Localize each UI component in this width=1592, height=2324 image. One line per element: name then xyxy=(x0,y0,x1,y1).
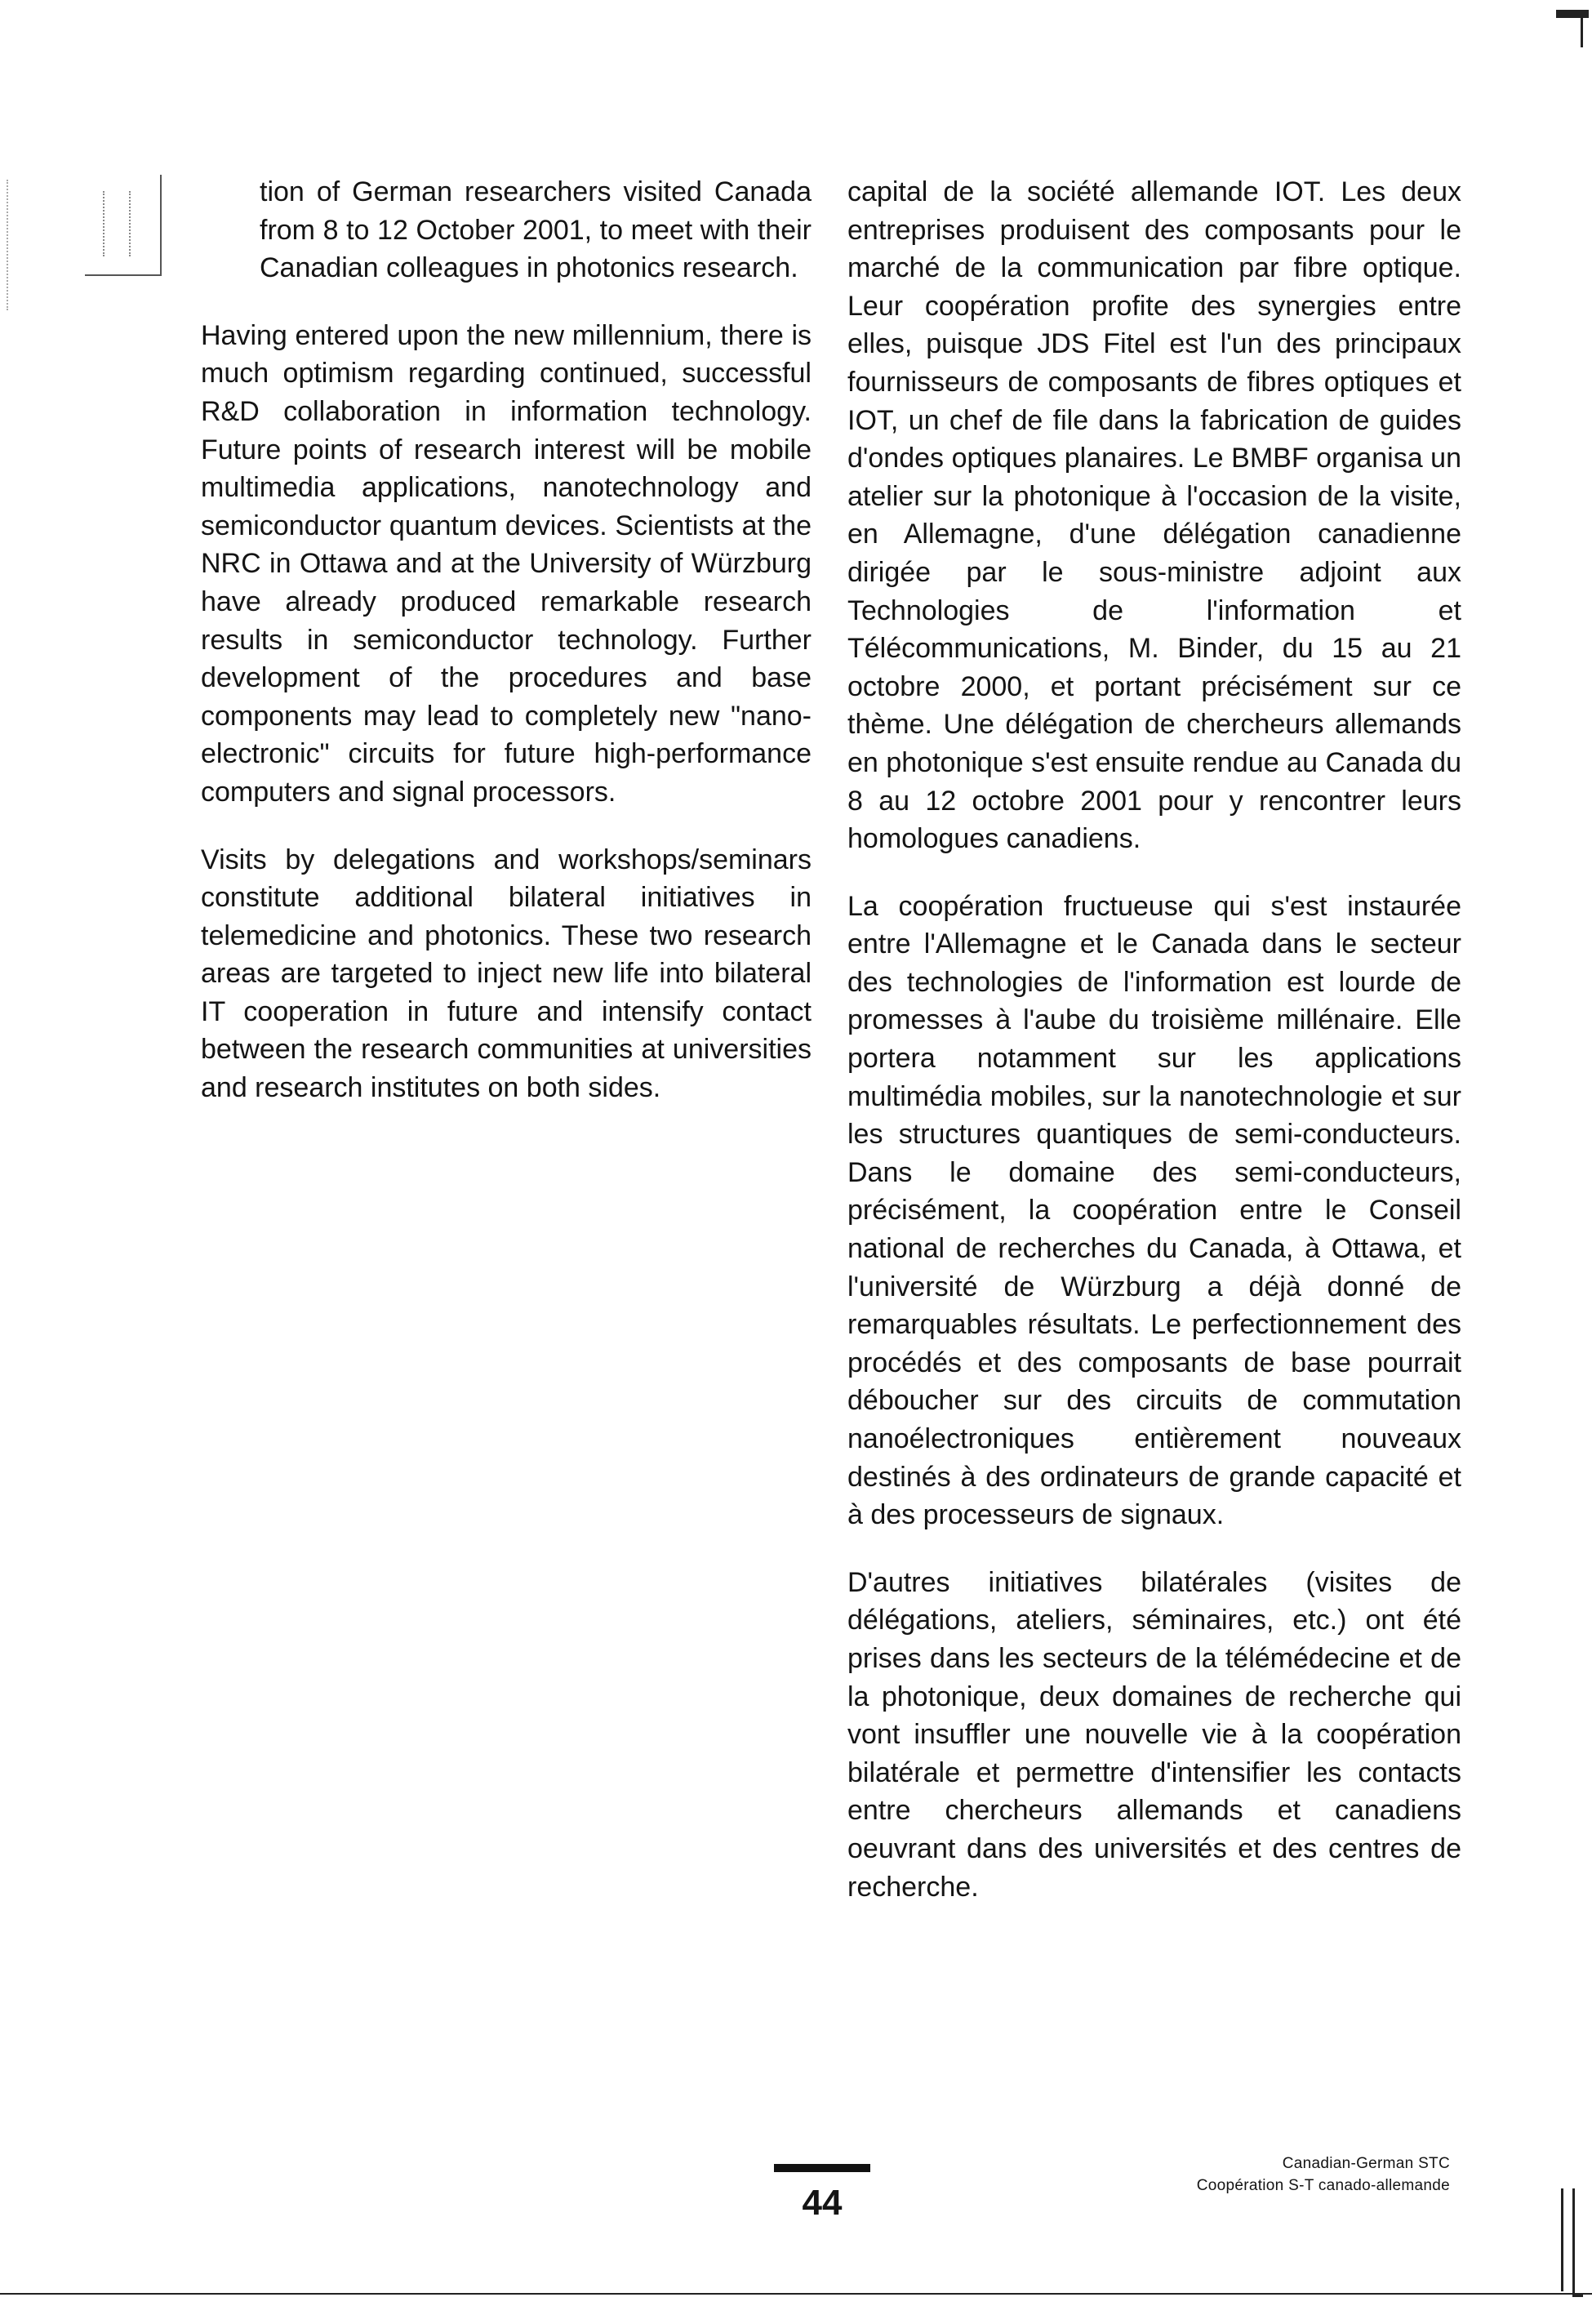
paragraph: capital de la société allemande IOT. Les deux entreprises produisent des composants pour le marché de la communication par fibre optique. Leur coopération profite des synergies entre elles, puisque JDS Fitel est l'un des principaux fournisseurs de composants de fibres optiques et IOT, un chef de file dans la fabrication de guides d'ondes optiques planaires. Le BMBF organisa un atelier sur la photonique à l'occasion de la visite, en Allemagne, d'une délégation canadienne dirigée par le sous-ministre adjoint aux Technologies de l'information et Télécommunications, M. Binder, du 15 au 21 octobre 2000, et portant précisément sur ce thème. Une délégation de chercheurs allemands en photonique s'est ensuite rendue au Canada du 8 au 12 octobre 2001 pour y rencontrer leurs homologues canadiens. xyxy=(847,176,1461,855)
paragraph: D'autres initiatives bilatérales (visites de délégations, ateliers, séminaires, etc.) ont été prises dans les secteurs de la télémédecine et de la photonique, deux domaines de recherche qui vont insuffler une nouvelle vie à la coopération bilatérale et permettre d'intensifier les contacts entre chercheurs allemands et canadiens oeuvrant dans des universités et des centres de recherche. xyxy=(847,1566,1461,1903)
paragraph: Having entered upon the new millennium, there is much optimism regarding continued, successful R&D collaboration in information technology. Future points of research interest will be mobile multimedia applications, nanotechnology and semiconductor quantum devices. Scientists at the NRC in Ottawa and at the University of Würzburg have already produced remarkable research results in semiconductor technology. Further development of the procedures and base components may lead to completely new "nano-electronic" circuits for future high-performance computers and signal processors. xyxy=(201,319,812,808)
page-number: 44 xyxy=(802,2183,843,2223)
right-edge-bracket xyxy=(1572,2188,1583,2297)
page-number-rule xyxy=(774,2164,870,2172)
footer-title-french: Coopération S-T canado-allemande xyxy=(1196,2177,1450,2194)
corner-crop-mark xyxy=(1551,0,1592,49)
paragraph: La coopération fructueuse qui s'est instaurée entre l'Allemagne et le Canada dans le secteur des technologies de l'information est lourde de promesses à l'aube du troisième millénaire. Elle portera notamment sur les applications multimédia mobiles, sur la nanotechnologie et sur les structures quantiques de semi-conducteurs. Dans le domaine des semi-conducteurs, précisément, la coopération entre le Conseil national de recherches du Canada, à Ottawa, et l'université de Würzburg a déjà donné de remarquables résultats. Le perfectionnement des procédés et des composants de base pourrait déboucher sur des circuits de commutation nanoélectroniques entièrement nouveaux destinés à des ordinateurs de grande capacité et à des processeurs de signaux. xyxy=(847,890,1461,1531)
paragraph: Visits by delegations and workshops/seminars constitute additional bilateral initiatives in telemedicine and photonics. These two research areas are targeted to inject new life into bilateral IT cooperation in future and intensify contact between the research communities at universities and research institutes on both sides. xyxy=(201,844,812,1104)
french-column xyxy=(847,173,1461,1935)
bottom-scan-line xyxy=(0,2293,1592,2295)
section-frame-mark xyxy=(85,175,162,276)
running-footer xyxy=(1061,2153,1450,2197)
right-edge-mark xyxy=(1561,2188,1563,2291)
english-column xyxy=(201,173,812,1137)
scan-margin-dots xyxy=(7,180,10,310)
footer-title-english: Canadian-German STC xyxy=(1282,2155,1450,2172)
paragraph: tion of German researchers visited Canada from 8 to 12 October 2001, to meet with their Canadian colleagues in photonics research. xyxy=(260,176,812,284)
